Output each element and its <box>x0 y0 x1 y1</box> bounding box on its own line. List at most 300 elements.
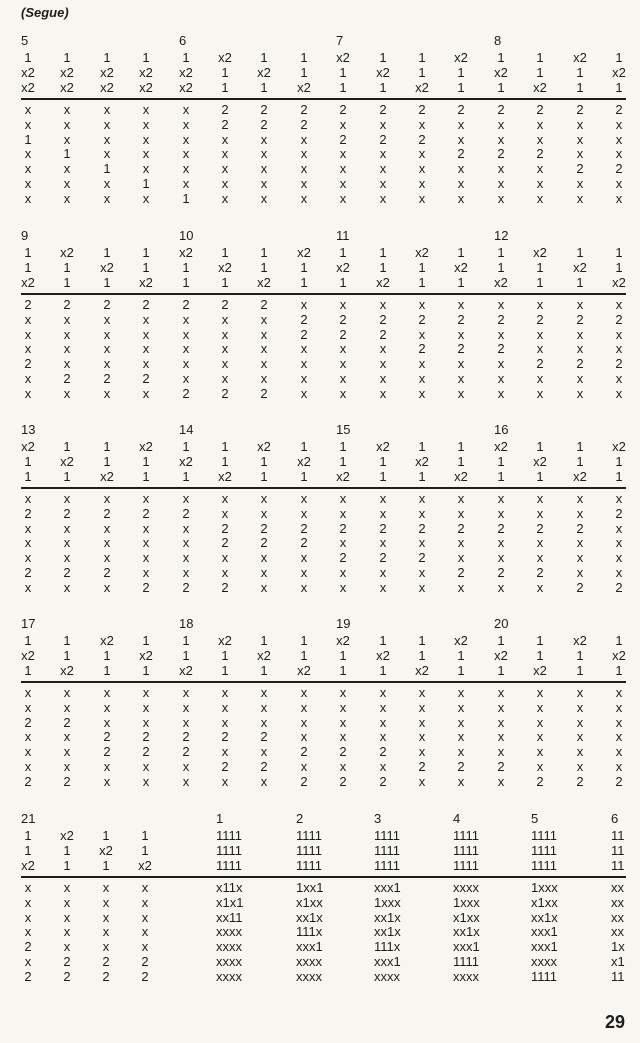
bottom-cell: x <box>576 341 584 357</box>
bottom-cell: 2 <box>260 385 268 401</box>
bottom-cell: 2 <box>536 146 544 162</box>
bottom-cell: x <box>497 535 505 551</box>
bottom-cell: x <box>379 685 387 700</box>
bottom-cell: x <box>24 116 32 132</box>
top-cell: x2 <box>376 64 390 80</box>
bottom-cell: x <box>103 102 111 117</box>
bottom-cell: 2 <box>103 371 111 386</box>
bottom-cell: x <box>182 102 190 117</box>
pattern-number: 4 <box>453 811 461 826</box>
top-cell: 1 <box>497 662 505 678</box>
bottom-cell: 2 <box>63 565 71 580</box>
top-cell: 1 <box>379 79 387 95</box>
bottom-cell: x <box>260 505 268 521</box>
top-cell: x2 <box>297 79 311 95</box>
top-cell: 1 <box>221 79 229 95</box>
bottom-cell: x <box>221 491 229 506</box>
bottom-cell: x <box>24 699 32 715</box>
bottom-cell: x <box>497 356 505 372</box>
top-cell: x2 <box>612 274 626 290</box>
bottom-cell: x <box>103 714 111 730</box>
bottom-cell: 1 <box>182 190 190 206</box>
bottom-cell: 2 <box>339 326 347 342</box>
bottom-cell: x <box>260 371 268 386</box>
bottom-cell: x <box>103 311 111 327</box>
bottom-cell: x <box>182 714 190 730</box>
bottom-cell: x <box>142 341 150 357</box>
bottom-cell: x <box>24 894 32 910</box>
bottom-cell: x <box>379 385 387 401</box>
bottom-cell: x <box>379 759 387 774</box>
bottom-cell: x <box>576 371 584 386</box>
top-cell: x2 <box>336 50 350 65</box>
top-cell: 1 <box>63 468 71 484</box>
top-cell: 1 <box>24 842 32 858</box>
bottom-cell: x <box>63 356 71 372</box>
top-cell: 1111 <box>531 828 558 843</box>
top-cell: x2 <box>100 633 114 648</box>
bottom-cell: x <box>24 520 32 536</box>
pattern-number: 18 <box>179 616 194 631</box>
bottom-cell: x <box>615 520 623 536</box>
bottom-cell: x <box>221 371 229 386</box>
bottom-cell: xx1x <box>453 924 480 940</box>
pattern-number: 15 <box>336 422 351 437</box>
bottom-cell: xxxx <box>296 954 322 969</box>
top-cell: 1 <box>339 453 347 469</box>
bottom-cell: x <box>615 146 623 162</box>
pattern-number: 6 <box>179 33 187 48</box>
bottom-cell: x <box>260 326 268 342</box>
bottom-cell: 2 <box>536 356 544 372</box>
bottom-cell: x <box>536 744 544 760</box>
bottom-cell: x <box>300 146 308 162</box>
bottom-cell: x <box>576 744 584 760</box>
top-cell: 1 <box>576 439 584 454</box>
bottom-cell: x <box>615 565 623 580</box>
bottom-cell: x <box>339 685 347 700</box>
top-cell: x2 <box>139 439 153 454</box>
bottom-cell: x <box>615 744 623 760</box>
bottom-cell: x <box>457 699 465 715</box>
bottom-cell: x <box>182 491 190 506</box>
top-cell: 1 <box>221 662 229 678</box>
bottom-cell: x <box>457 685 465 700</box>
bottom-cell: 2 <box>379 311 387 327</box>
bottom-cell: x <box>536 385 544 401</box>
bottom-cell: x <box>457 371 465 386</box>
bottom-cell: 2 <box>457 102 465 117</box>
top-cell: x2 <box>60 453 74 469</box>
bottom-cell: 2 <box>418 759 426 774</box>
bottom-cell: x <box>182 685 190 700</box>
top-cell: x2 <box>179 64 193 80</box>
bottom-cell: x <box>418 385 426 401</box>
bottom-cell: x <box>339 161 347 177</box>
top-cell: 1 <box>260 245 268 260</box>
bottom-cell: 2 <box>102 968 110 984</box>
bottom-cell: x <box>300 579 308 595</box>
bottom-cell: x <box>339 729 347 745</box>
divider-line <box>21 876 626 878</box>
bottom-cell: x <box>457 131 465 147</box>
top-cell: x2 <box>60 245 74 260</box>
bottom-cell: x <box>24 729 32 745</box>
bottom-cell: x <box>300 759 308 774</box>
top-cell: 1 <box>536 64 544 80</box>
bottom-cell: x <box>497 729 505 745</box>
top-cell: 1 <box>536 259 544 275</box>
bottom-cell: x <box>339 371 347 386</box>
top-cell: x2 <box>612 647 626 663</box>
top-cell: 1 <box>457 662 465 678</box>
bottom-cell: x <box>497 505 505 521</box>
top-cell: x2 <box>533 245 547 260</box>
bottom-cell: x <box>24 311 32 327</box>
top-cell: x2 <box>179 453 193 469</box>
top-cell: 1 <box>497 79 505 95</box>
bottom-cell: 2 <box>615 161 623 177</box>
bottom-cell: x <box>339 356 347 372</box>
bottom-cell: 2 <box>418 550 426 566</box>
bottom-cell: x <box>457 385 465 401</box>
pattern-number: 7 <box>336 33 344 48</box>
top-cell: x2 <box>100 79 114 95</box>
continued-header: (Segue) <box>21 5 69 20</box>
bottom-cell: x <box>103 773 111 789</box>
bottom-cell: 2 <box>418 131 426 147</box>
bottom-cell: x <box>182 759 190 774</box>
top-cell: 1 <box>24 662 32 678</box>
bottom-cell: 2 <box>103 744 111 760</box>
bottom-cell: x <box>576 491 584 506</box>
bottom-cell: x <box>576 505 584 521</box>
bottom-cell: x <box>339 116 347 132</box>
pattern-number: 17 <box>21 616 36 631</box>
top-cell: 1 <box>182 633 190 648</box>
bottom-cell: x <box>457 550 465 566</box>
bottom-cell: x <box>24 744 32 760</box>
bottom-cell: x1xx <box>531 894 558 910</box>
bottom-cell: x <box>300 161 308 177</box>
bottom-cell: xxx1 <box>296 939 323 955</box>
bottom-cell: 2 <box>339 744 347 760</box>
bottom-cell: x <box>536 341 544 357</box>
bottom-cell: x <box>418 161 426 177</box>
top-cell: 1 <box>260 633 268 648</box>
top-cell: 1 <box>497 50 505 65</box>
bottom-cell: x11x <box>216 880 243 895</box>
bottom-cell: 2 <box>24 297 32 312</box>
bottom-cell: x <box>260 773 268 789</box>
top-cell: 1 <box>24 245 32 260</box>
bottom-cell: x <box>418 729 426 745</box>
top-cell: x2 <box>257 439 271 454</box>
top-cell: 1 <box>379 50 387 65</box>
bottom-cell: x <box>615 385 623 401</box>
bottom-cell: x <box>418 371 426 386</box>
bottom-cell: x <box>497 773 505 789</box>
top-cell: x2 <box>336 633 350 648</box>
bottom-cell: x <box>24 550 32 566</box>
divider-line <box>21 681 626 683</box>
top-cell: x2 <box>218 468 232 484</box>
top-cell: x2 <box>139 647 153 663</box>
bottom-cell: x <box>615 714 623 730</box>
bottom-cell: x <box>497 176 505 191</box>
top-cell: 1 <box>418 439 426 454</box>
top-cell: x2 <box>21 439 35 454</box>
bottom-cell: x <box>182 550 190 566</box>
bottom-cell: 2 <box>497 102 505 117</box>
bottom-cell: 2 <box>300 102 308 117</box>
bottom-cell: x <box>221 341 229 357</box>
top-cell: 1111 <box>216 828 243 843</box>
bottom-cell: x <box>142 714 150 730</box>
top-cell: 1 <box>221 439 229 454</box>
pattern-number: 13 <box>21 422 36 437</box>
bottom-cell: 1 <box>24 131 32 147</box>
bottom-cell: x <box>615 326 623 342</box>
bottom-cell: x <box>339 565 347 580</box>
bottom-cell: 2 <box>339 131 347 147</box>
bottom-cell: x <box>142 685 150 700</box>
bottom-cell: x <box>379 714 387 730</box>
bottom-cell: x <box>615 729 623 745</box>
top-cell: 1 <box>260 662 268 678</box>
pattern-number: 1 <box>216 811 224 826</box>
top-cell: 11 <box>611 828 625 843</box>
top-cell: 1 <box>63 274 71 290</box>
bottom-cell: x <box>182 565 190 580</box>
top-cell: 1 <box>300 647 308 663</box>
top-cell: 1 <box>576 274 584 290</box>
bottom-cell: x <box>457 161 465 177</box>
top-cell: 1 <box>379 468 387 484</box>
pattern-number: 19 <box>336 616 351 631</box>
bottom-cell: 11 <box>611 968 625 984</box>
top-cell: 1 <box>63 647 71 663</box>
top-cell: 1 <box>103 439 111 454</box>
bottom-cell: x <box>536 491 544 506</box>
bottom-cell: x <box>103 685 111 700</box>
bottom-cell: x <box>63 311 71 327</box>
top-cell: 1 <box>576 64 584 80</box>
bottom-cell: x <box>182 699 190 715</box>
top-cell: x2 <box>21 79 35 95</box>
bottom-cell: x <box>497 699 505 715</box>
top-cell: x2 <box>533 453 547 469</box>
bottom-cell: x <box>103 535 111 551</box>
top-cell: 1 <box>497 259 505 275</box>
bottom-cell: x <box>615 535 623 551</box>
top-cell: 1 <box>339 662 347 678</box>
top-cell: x2 <box>573 50 587 65</box>
bottom-cell: 1x <box>611 939 625 955</box>
bottom-cell: 2 <box>536 520 544 536</box>
bottom-cell: x <box>103 341 111 357</box>
bottom-cell: 2 <box>221 520 229 536</box>
bottom-cell: 2 <box>497 520 505 536</box>
bottom-cell: x <box>260 176 268 191</box>
bottom-cell: 2 <box>103 505 111 521</box>
top-cell: 1 <box>536 633 544 648</box>
bottom-cell: x <box>63 579 71 595</box>
bottom-cell: x <box>260 131 268 147</box>
bottom-cell: x <box>418 773 426 789</box>
bottom-cell: 2 <box>497 759 505 774</box>
top-cell: 1 <box>103 245 111 260</box>
bottom-cell: 2 <box>300 326 308 342</box>
bottom-cell: 2 <box>576 311 584 327</box>
bottom-cell: x <box>142 520 150 536</box>
bottom-cell: xx1x <box>296 909 323 925</box>
bottom-cell: x <box>182 535 190 551</box>
bottom-cell: 2 <box>103 729 111 745</box>
bottom-cell: 2 <box>457 759 465 774</box>
bottom-cell: x <box>182 176 190 191</box>
bottom-cell: 2 <box>221 297 229 312</box>
bottom-cell: x <box>379 565 387 580</box>
top-cell: 1 <box>497 633 505 648</box>
bottom-cell: x <box>182 356 190 372</box>
bottom-cell: x <box>300 385 308 401</box>
bottom-cell: x <box>497 714 505 730</box>
bottom-cell: x1x1 <box>216 894 244 910</box>
bottom-cell: x <box>497 385 505 401</box>
top-cell: x2 <box>454 468 468 484</box>
bottom-cell: x <box>615 131 623 147</box>
bottom-cell: 2 <box>182 744 190 760</box>
bottom-cell: 2 <box>24 505 32 521</box>
bottom-cell: x <box>576 729 584 745</box>
bottom-cell: x <box>339 341 347 357</box>
top-cell: x2 <box>336 468 350 484</box>
pattern-number: 20 <box>494 616 509 631</box>
bottom-cell: x <box>536 759 544 774</box>
bottom-cell: x <box>221 550 229 566</box>
bottom-cell: x <box>103 326 111 342</box>
bottom-cell: x <box>24 954 32 969</box>
top-cell: 1 <box>24 453 32 469</box>
pattern-number: 14 <box>179 422 194 437</box>
bottom-cell: x <box>102 880 110 895</box>
bottom-cell: x <box>142 535 150 551</box>
bottom-cell: x <box>221 190 229 206</box>
top-cell: 1 <box>497 245 505 260</box>
bottom-cell: x <box>142 759 150 774</box>
top-cell: x2 <box>100 259 114 275</box>
bottom-cell: x <box>536 729 544 745</box>
bottom-cell: 2 <box>615 311 623 327</box>
top-cell: 1 <box>615 453 623 469</box>
bottom-cell: x <box>142 385 150 401</box>
bottom-cell: x <box>576 116 584 132</box>
bottom-cell: 1111 <box>453 954 480 969</box>
bottom-cell: x <box>418 714 426 730</box>
bottom-cell: 2 <box>300 773 308 789</box>
top-cell: x2 <box>336 259 350 275</box>
bottom-cell: x <box>221 714 229 730</box>
top-cell: 1 <box>457 245 465 260</box>
top-cell: 1 <box>418 647 426 663</box>
top-cell: x2 <box>573 259 587 275</box>
bottom-cell: x <box>142 491 150 506</box>
bottom-cell: x <box>103 116 111 132</box>
top-cell: x2 <box>494 439 508 454</box>
bottom-cell: 2 <box>497 341 505 357</box>
top-cell: 1 <box>457 274 465 290</box>
bottom-cell: 2 <box>63 954 71 969</box>
bottom-cell: x <box>379 729 387 745</box>
top-cell: x2 <box>100 468 114 484</box>
top-cell: 1 <box>24 259 32 275</box>
bottom-cell: 2 <box>260 535 268 551</box>
top-cell: x2 <box>218 50 232 65</box>
top-cell: 1111 <box>296 857 323 873</box>
bottom-cell: x <box>182 116 190 132</box>
bottom-cell: x <box>63 520 71 536</box>
bottom-cell: xx1x <box>374 924 401 940</box>
top-cell: 1 <box>260 453 268 469</box>
bottom-cell: x <box>418 356 426 372</box>
bottom-cell: x <box>536 685 544 700</box>
top-cell: 1111 <box>531 842 558 858</box>
bottom-cell: x <box>576 535 584 551</box>
bottom-cell: 2 <box>63 714 71 730</box>
bottom-cell: x <box>221 699 229 715</box>
bottom-cell: x <box>103 356 111 372</box>
bottom-cell: 1xxx <box>374 894 401 910</box>
top-cell: 1 <box>339 79 347 95</box>
bottom-cell: x <box>339 176 347 191</box>
bottom-cell: x <box>418 190 426 206</box>
bottom-cell: 2 <box>63 371 71 386</box>
bottom-cell: 2 <box>260 102 268 117</box>
bottom-cell: x <box>260 190 268 206</box>
top-cell: 1 <box>260 468 268 484</box>
top-cell: 1 <box>63 633 71 648</box>
bottom-cell: 2 <box>379 131 387 147</box>
bottom-cell: 2 <box>615 505 623 521</box>
bottom-cell: x <box>103 520 111 536</box>
bottom-cell: x <box>260 146 268 162</box>
bottom-cell: x <box>182 341 190 357</box>
bottom-cell: x <box>63 550 71 566</box>
pattern-number: 12 <box>494 228 509 243</box>
top-cell: x2 <box>573 468 587 484</box>
bottom-cell: x <box>142 565 150 580</box>
bottom-cell: x <box>497 685 505 700</box>
top-cell: 1 <box>182 468 190 484</box>
bottom-cell: x <box>63 535 71 551</box>
bottom-cell: x <box>182 773 190 789</box>
bottom-cell: x <box>536 131 544 147</box>
top-cell: x2 <box>21 647 35 663</box>
bottom-cell: x <box>457 505 465 521</box>
bottom-cell: x <box>379 341 387 357</box>
top-cell: x2 <box>454 50 468 65</box>
bottom-cell: x <box>260 579 268 595</box>
top-cell: 1 <box>63 259 71 275</box>
bottom-cell: x <box>221 356 229 372</box>
bottom-cell: xxxx <box>374 968 400 984</box>
bottom-cell: 2 <box>536 565 544 580</box>
bottom-cell: 2 <box>379 773 387 789</box>
bottom-cell: x <box>24 924 32 940</box>
bottom-cell: x <box>142 190 150 206</box>
bottom-cell: x <box>418 685 426 700</box>
